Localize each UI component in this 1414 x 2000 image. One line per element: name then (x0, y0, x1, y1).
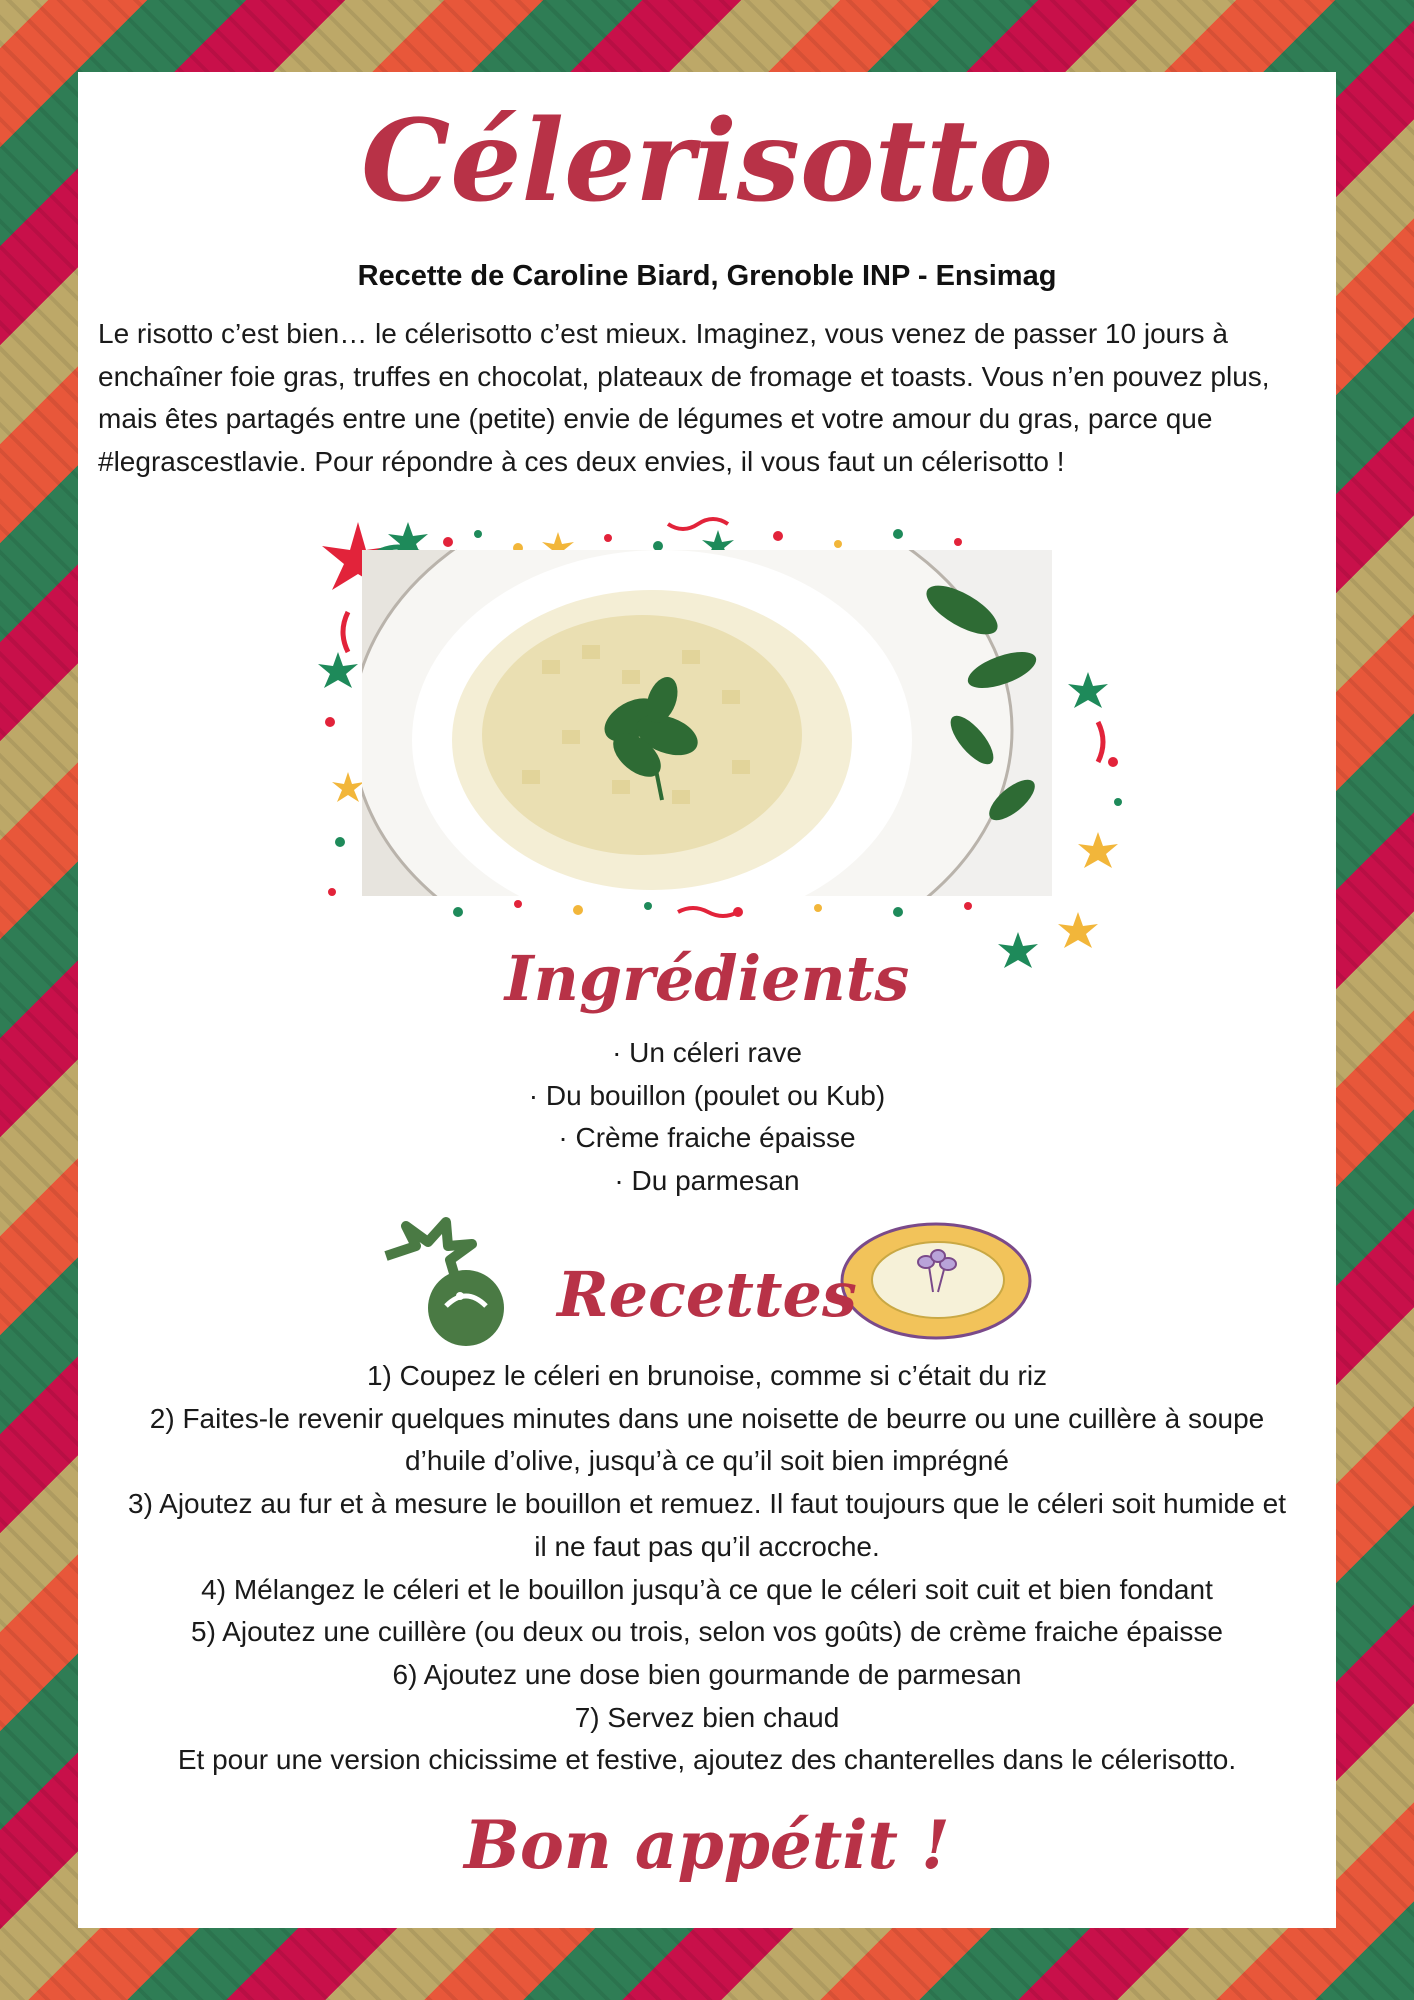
recipe-heading: Recettes (557, 1258, 857, 1331)
recipe-step: 7) Servez bien chaud (574, 1701, 840, 1733)
plate-illustration (362, 550, 1052, 896)
recipe-step: 4) Mélangez le céleri et le bouillon jusqu’à ce que le céleri soit cuit et bien fondant (201, 1573, 1213, 1605)
closing-greeting: Bon appétit ! (464, 1806, 950, 1884)
celerisotto-photo (362, 550, 1052, 896)
recipe-step: 1) Coupez le céleri en brunoise, comme si c’était du riz (366, 1360, 1048, 1391)
recipe-card (78, 72, 1336, 1928)
recipe-title: Célerisotto (361, 96, 1053, 227)
recipe-step: 5) Ajoutez une cuillère (ou deux ou trois, selon vos goûts) de crème fraiche épaisse (191, 1616, 1223, 1648)
ingredients-heading: Ingrédients (504, 942, 910, 1015)
recipe-step: 6) Ajoutez une dose bien gourmande de parmesan (392, 1658, 1022, 1690)
ingredient-item: · Un céleri rave (612, 1037, 802, 1068)
recipe-author: Recette de Caroline Biard, Grenoble INP - Ensimag (357, 260, 1057, 292)
ingredients-list (78, 1032, 1336, 1202)
ingredient-item: · Crème fraiche épaisse (558, 1122, 856, 1153)
recipe-steps (118, 1355, 1296, 1782)
recipe-step: 3) Ajoutez au fur et à mesure le bouillon et remuez. Il faut toujours que le céleri soit humide et il ne faut pas qu’il accroche. (128, 1488, 1286, 1562)
ingredient-item: · Du parmesan (614, 1164, 800, 1196)
recipe-tip: Et pour une version chicissime et festive, ajoutez des chanterelles dans le célerisotto. (177, 1744, 1237, 1776)
dish-photo-frame (318, 512, 1128, 1002)
ingredient-item: · Du bouillon (poulet ou Kub) (528, 1079, 886, 1111)
recipe-step: 2) Faites-le revenir quelques minutes dans une noisette de beurre ou une cuillère à soupe d’huile d’olive, jusqu’à ce qu’il soit bien imprégné (149, 1402, 1265, 1477)
intro-paragraph: Le risotto c’est bien… le célerisotto c’est mieux. Imaginez, vous venez de passer 10 jours à enchaîner foie gras, truffes en chocolat, plateaux de fromage et toasts. Vous n’en pouvez plus, mais êtes partagés entre une (petite) envie de légumes et votre amour du gras, parce que #legrascestlavie. Pour répondre à ces deux envies, il vous faut un célerisotto ! (98, 318, 1270, 477)
